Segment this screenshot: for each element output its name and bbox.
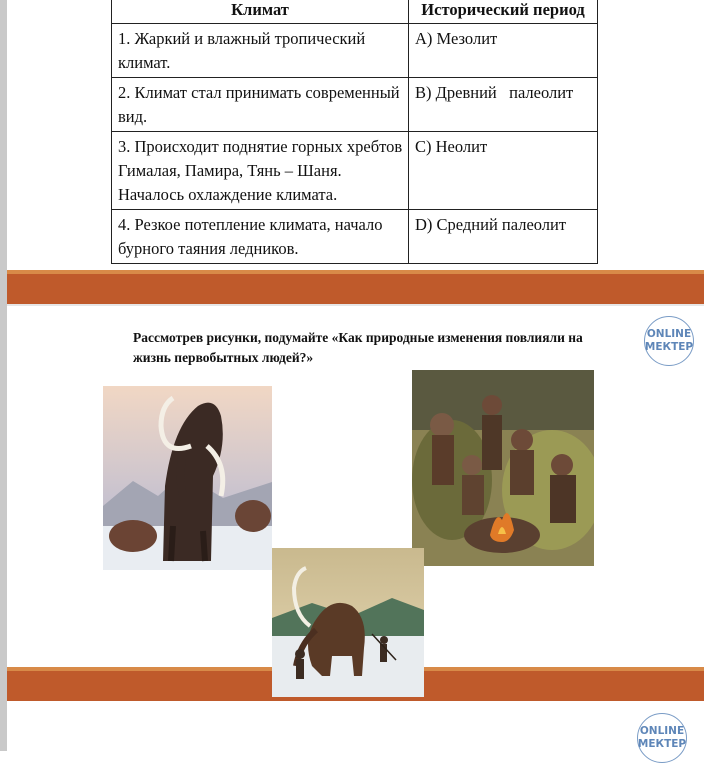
logo-line-1: ONLINE xyxy=(639,725,685,737)
table-row xyxy=(112,78,598,132)
period-cell: C) Неолит xyxy=(409,132,598,210)
period-cell: A) Мезолит xyxy=(409,24,598,78)
question-text: Рассмотрев рисунки, подумайте «Как природные изменения повлияли на жизнь первобытных людей?» xyxy=(133,330,583,365)
table-header-row xyxy=(112,0,598,24)
mammoth-hunt-illustration xyxy=(272,548,424,697)
period-cell: D) Средний палеолит xyxy=(409,210,598,264)
online-mekter-logo xyxy=(644,316,694,366)
online-mekter-logo xyxy=(637,713,687,763)
table-row xyxy=(112,132,598,210)
climate-cell: 4. Резкое потепление климата, начало бурного таяния ледников. xyxy=(112,210,409,264)
table-row xyxy=(112,210,598,264)
table-row xyxy=(112,24,598,78)
logo-line-2: МЕКТЕР xyxy=(637,738,687,750)
header-period: Исторический период xyxy=(409,0,598,24)
header-climate: Климат xyxy=(112,0,409,24)
logo-line-2: МЕКТЕР xyxy=(644,341,694,353)
period-cell: B) Древний палеолит xyxy=(409,78,598,132)
cave-people-fire-illustration xyxy=(412,370,594,566)
logo-line-1: ONLINE xyxy=(646,328,692,340)
table-area xyxy=(0,0,704,292)
climate-cell: 2. Климат стал принимать современный вид. xyxy=(112,78,409,132)
matching-table xyxy=(111,0,598,264)
mammoth-illustration xyxy=(103,386,272,570)
climate-cell: 3. Происходит поднятие горных хребтов Гималая, Памира, Тянь – Шаня. Началось охлаждение климата. xyxy=(112,132,409,210)
climate-cell: 1. Жаркий и влажный тропический климат. xyxy=(112,24,409,78)
